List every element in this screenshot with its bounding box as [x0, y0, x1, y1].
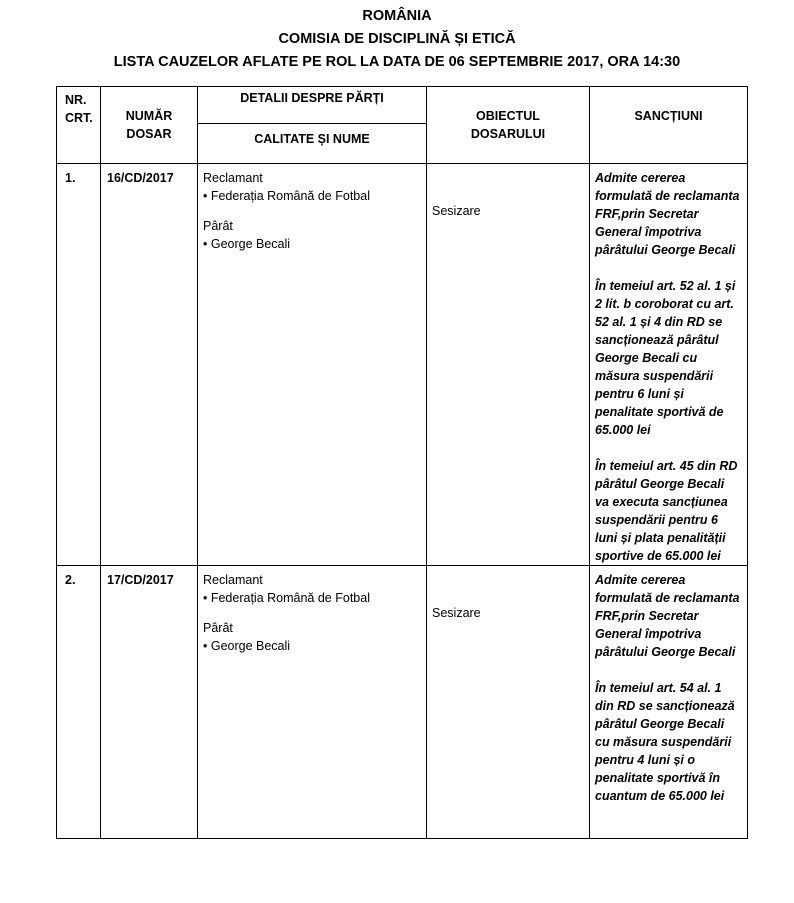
table-row	[57, 164, 748, 566]
col-header-detalii: DETALII DESPRE PĂRȚI	[198, 87, 427, 124]
table-row	[57, 566, 748, 839]
parat-name: • George Becali	[203, 639, 291, 653]
case-sanctiuni	[590, 566, 748, 839]
sanctiune-paragraph: Admite cererea formulată de reclamanta FRF,prin Secretar General împotriva pârâtului George Becali	[595, 171, 740, 257]
reclamant-name: • Federația Română de Fotbal	[203, 189, 370, 203]
sanctiune-paragraph: Admite cererea formulată de reclamanta FRF,prin Secretar General împotriva pârâtului George Becali	[595, 573, 740, 659]
reclamant-label: Reclamant	[203, 171, 263, 185]
case-parties	[198, 164, 427, 566]
reclamant-label: Reclamant	[203, 573, 263, 587]
col-header-dosar	[101, 87, 198, 164]
col-header-nr-line2: CRT.	[65, 111, 93, 125]
header-list-title: LISTA CAUZELOR AFLATE PE ROL LA DATA DE 06 SEPTEMBRIE 2017, ORA 14:30	[113, 54, 681, 70]
case-dosar: 16/CD/2017	[101, 164, 198, 566]
col-header-obiect	[427, 87, 590, 164]
parat-label: Pârât	[203, 219, 233, 233]
col-header-obiect-line2: DOSARULUI	[470, 127, 546, 141]
col-header-obiect-line1: OBIECTUL	[476, 109, 540, 123]
col-header-dosar-line1: NUMĂR	[125, 109, 173, 123]
col-header-nr-line1: NR.	[65, 93, 87, 107]
header-country: ROMÂNIA	[362, 8, 432, 24]
case-nr: 1.	[57, 164, 101, 566]
parat-name: • George Becali	[203, 237, 291, 251]
parat-label: Pârât	[203, 621, 233, 635]
header-commission: COMISIA DE DISCIPLINĂ ȘI ETICĂ	[278, 31, 516, 47]
case-dosar: 17/CD/2017	[101, 566, 198, 839]
reclamant-name: • Federația Română de Fotbal	[203, 591, 370, 605]
col-header-sanctiuni: SANCȚIUNI	[590, 87, 748, 164]
case-nr: 2.	[57, 566, 101, 839]
cases-table	[56, 86, 748, 839]
case-obiect: Sesizare	[427, 164, 590, 566]
col-header-dosar-line2: DOSAR	[126, 127, 172, 141]
sanctiune-paragraph: În temeiul art. 45 din RD pârâtul George Becali va executa sancțiunea suspendării pentru 6 luni și plata penalității sportive de 65.000 lei	[595, 459, 738, 563]
case-obiect: Sesizare	[427, 566, 590, 839]
sanctiune-paragraph: În temeiul art. 52 al. 1 și 2 lit. b coroborat cu art. 52 al. 1 și 4 din RD se sancționează pârâtul George Becali cu măsura suspendării pentru 6 luni și penalitate sportivă de 65.000 lei	[595, 279, 736, 437]
case-sanctiuni	[590, 164, 748, 566]
case-parties	[198, 566, 427, 839]
sanctiune-paragraph: În temeiul art. 54 al. 1 din RD se sancționează pârâtul George Becali cu măsura suspendării pentru 4 luni și o penalitate sportivă în cuantum de 65.000 lei	[595, 681, 735, 803]
col-header-nr	[57, 87, 101, 164]
col-header-calitate: CALITATE ȘI NUME	[198, 124, 427, 164]
